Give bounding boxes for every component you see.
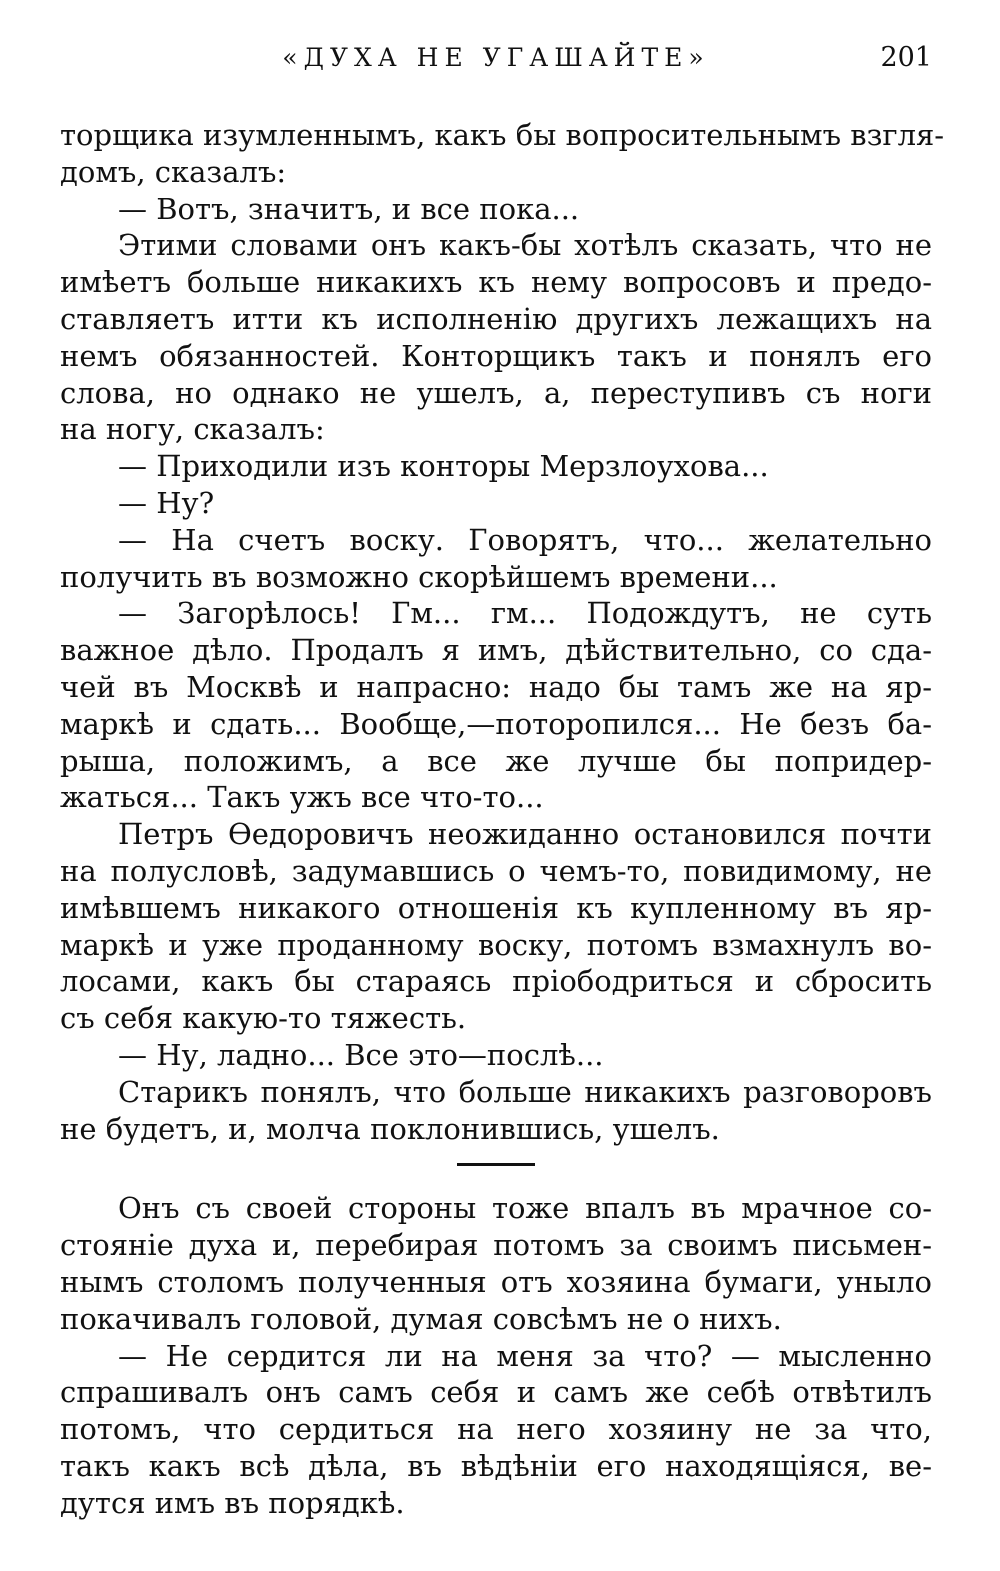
body-text: [60, 117, 945, 1521]
text-line: такъ какъ всѣ дѣла, въ вѣдѣніи его находящіяся, ве-: [60, 1448, 932, 1483]
section-divider: [457, 1163, 535, 1166]
text-line: потомъ, что сердиться на него хозяину не за что,: [60, 1412, 932, 1447]
text-line: слова, но однако не ушелъ, а, переступивъ съ ноги: [60, 375, 932, 410]
text-line: на полусловѣ, задумавшись о чемъ-то, повидимому, не: [60, 853, 932, 888]
text-line: маркѣ и уже проданному воску, потомъ взмахнулъ во-: [60, 927, 932, 962]
text-line: немъ обязанностей. Конторщикъ такъ и понялъ его: [60, 338, 932, 373]
text-line: спрашивалъ онъ самъ себя и самъ же себѣ отвѣтилъ: [60, 1375, 932, 1410]
text-line: — Вотъ, значитъ, и все пока...: [118, 191, 580, 226]
text-line: рыша, положимъ, а все же лучше бы попридер-: [60, 743, 932, 778]
text-line: съ себя какую-то тяжесть.: [60, 1001, 467, 1036]
text-line: лосами, какъ бы стараясь пріободриться и сбросить: [60, 964, 932, 999]
text-line: — Приходили изъ конторы Мерзлоухова...: [118, 449, 769, 484]
text-line: ставляетъ итти къ исполненію другихъ лежащихъ на: [60, 301, 932, 336]
text-line: жаться... Такъ ужъ все что-то...: [60, 780, 544, 815]
text-line: получить въ возможно скорѣйшемъ времени...: [60, 559, 778, 594]
text-line: стояніе духа и, перебирая потомъ за своимъ письмен-: [60, 1228, 932, 1263]
text-line: — Ну, ладно... Все это—послѣ...: [118, 1037, 604, 1072]
text-line: покачивалъ головой, думая совсѣмъ не о нихъ.: [60, 1301, 782, 1336]
text-line: дутся имъ въ порядкѣ.: [60, 1485, 405, 1520]
text-line: — На счетъ воску. Говорятъ, что... желательно: [118, 522, 932, 557]
text-line: — Не сердится ли на меня за что? — мысленно: [118, 1338, 932, 1373]
text-line: нымъ столомъ полученныя отъ хозяина бумаги, уныло: [60, 1264, 932, 1299]
text-line: — Ну?: [118, 485, 215, 520]
text-line: Онъ съ своей стороны тоже впалъ въ мрачное со-: [118, 1191, 932, 1226]
text-line: торщика изумленнымъ, какъ бы вопросительнымъ взгля-: [60, 118, 945, 152]
text-line: домъ, сказалъ:: [60, 154, 287, 189]
text-line: чей въ Москвѣ и напрасно: надо бы тамъ же на яр-: [60, 669, 932, 704]
text-line: на ногу, сказалъ:: [60, 412, 325, 447]
text-line: Старикъ понялъ, что больше никакихъ разговоровъ: [118, 1074, 932, 1109]
text-line: не будетъ, и, молча поклонившись, ушелъ.: [60, 1111, 720, 1146]
text-line: имѣвшемъ никакого отношенія къ купленному въ яр-: [60, 890, 932, 925]
text-line: маркѣ и сдать... Вообще,—поторопился... Не безъ ба-: [60, 706, 932, 741]
text-line: Петръ Ѳедоровичъ неожиданно остановился почти: [118, 817, 932, 852]
text-line: важное дѣло. Продалъ я имъ, дѣйствительно, со сда-: [60, 633, 932, 668]
page-number: 201: [880, 42, 932, 73]
running-header: [60, 38, 932, 78]
text-line: — Загорѣлось! Гм... гм... Подождутъ, не суть: [118, 596, 932, 631]
text-line: Этими словами онъ какъ-бы хотѣлъ сказать, что не: [118, 228, 932, 263]
running-title: «ДУХА НЕ УГАШАЙТЕ»: [282, 43, 710, 72]
text-line: имѣетъ больше никакихъ къ нему вопросовъ и предо-: [60, 265, 932, 300]
